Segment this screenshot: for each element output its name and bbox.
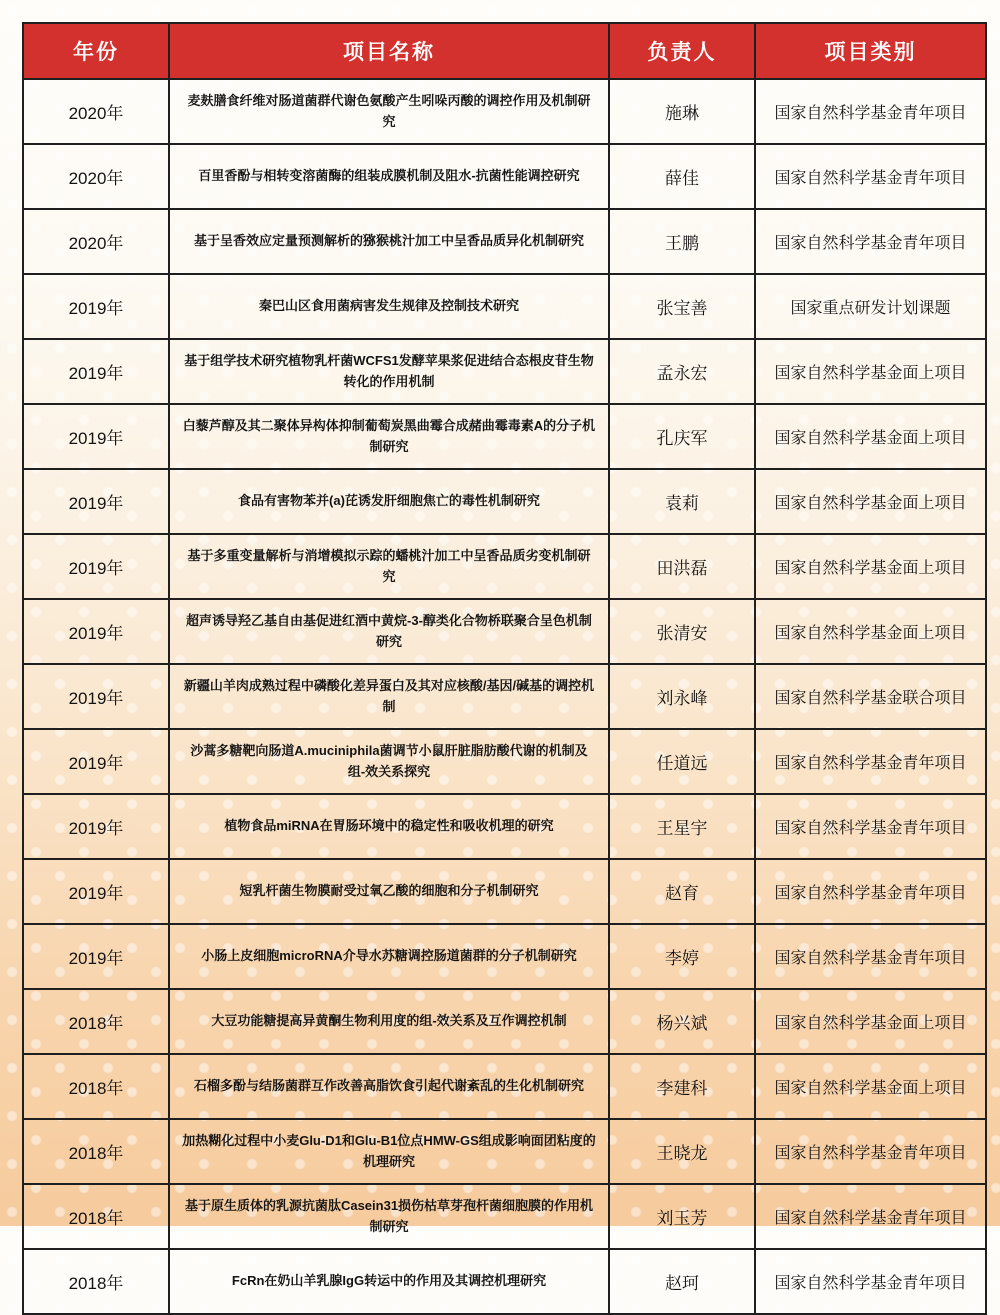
table-row: [23, 794, 986, 859]
category-cell: 国家自然科学基金面上项目: [755, 989, 986, 1054]
leader-cell: 李婷: [609, 924, 755, 989]
year-cell: 2019年: [23, 664, 169, 729]
leader-cell: 刘玉芳: [609, 1184, 755, 1249]
project-title-cell: 植物食品miRNA在胃肠环境中的稳定性和吸收机理的研究: [169, 794, 609, 859]
category-cell: 国家自然科学基金青年项目: [755, 1249, 986, 1314]
table-row: [23, 1249, 986, 1314]
project-title-cell: 石榴多酚与结肠菌群互作改善高脂饮食引起代谢紊乱的生化机制研究: [169, 1054, 609, 1119]
header-leader: 负责人: [609, 23, 755, 79]
leader-cell: 施琳: [609, 79, 755, 144]
table-row: [23, 729, 986, 794]
table-header-row: [23, 23, 986, 79]
leader-cell: 李建科: [609, 1054, 755, 1119]
table-row: [23, 989, 986, 1054]
table-row: [23, 859, 986, 924]
leader-cell: 刘永峰: [609, 664, 755, 729]
category-cell: 国家自然科学基金面上项目: [755, 339, 986, 404]
project-title-cell: 沙蒿多糖靶向肠道A.muciniphila菌调节小鼠肝脏脂肪酸代谢的机制及组-效关系探究: [169, 729, 609, 794]
table-row: [23, 599, 986, 664]
table-row: [23, 534, 986, 599]
category-cell: 国家自然科学基金面上项目: [755, 534, 986, 599]
project-title-cell: 基于多重变量解析与消增模拟示踪的蟠桃汁加工中呈香品质劣变机制研究: [169, 534, 609, 599]
table-header: [23, 23, 986, 79]
table-row: [23, 924, 986, 989]
table-row: [23, 79, 986, 144]
project-title-cell: 基于呈香效应定量预测解析的猕猴桃汁加工中呈香品质异化机制研究: [169, 209, 609, 274]
category-cell: 国家自然科学基金青年项目: [755, 144, 986, 209]
leader-cell: 张宝善: [609, 274, 755, 339]
category-cell: 国家自然科学基金青年项目: [755, 1119, 986, 1184]
table-row: [23, 469, 986, 534]
year-cell: 2019年: [23, 404, 169, 469]
table-row: [23, 144, 986, 209]
year-cell: 2019年: [23, 794, 169, 859]
year-cell: 2019年: [23, 469, 169, 534]
project-title-cell: 百里香酚与相转变溶菌酶的组装成膜机制及阻水-抗菌性能调控研究: [169, 144, 609, 209]
header-year: 年份: [23, 23, 169, 79]
project-title-cell: 加热糊化过程中小麦Glu-D1和Glu-B1位点HMW-GS组成影响面团粘度的机理研究: [169, 1119, 609, 1184]
leader-cell: 任道远: [609, 729, 755, 794]
project-title-cell: 麦麸膳食纤维对肠道菌群代谢色氨酸产生吲哚丙酸的调控作用及机制研究: [169, 79, 609, 144]
header-category: 项目类别: [755, 23, 986, 79]
category-cell: 国家自然科学基金青年项目: [755, 924, 986, 989]
project-title-cell: 秦巴山区食用菌病害发生规律及控制技术研究: [169, 274, 609, 339]
year-cell: 2018年: [23, 1054, 169, 1119]
leader-cell: 袁莉: [609, 469, 755, 534]
category-cell: 国家自然科学基金青年项目: [755, 859, 986, 924]
category-cell: 国家自然科学基金面上项目: [755, 1054, 986, 1119]
year-cell: 2019年: [23, 859, 169, 924]
year-cell: 2019年: [23, 534, 169, 599]
category-cell: 国家自然科学基金面上项目: [755, 599, 986, 664]
header-project-title: 项目名称: [169, 23, 609, 79]
leader-cell: 孟永宏: [609, 339, 755, 404]
leader-cell: 孔庆军: [609, 404, 755, 469]
category-cell: 国家自然科学基金青年项目: [755, 209, 986, 274]
leader-cell: 田洪磊: [609, 534, 755, 599]
project-title-cell: 白藜芦醇及其二聚体异构体抑制葡萄炭黑曲霉合成赭曲霉毒素A的分子机制研究: [169, 404, 609, 469]
project-title-cell: FcRn在奶山羊乳腺IgG转运中的作用及其调控机理研究: [169, 1249, 609, 1314]
leader-cell: 王晓龙: [609, 1119, 755, 1184]
table-row: [23, 209, 986, 274]
year-cell: 2019年: [23, 339, 169, 404]
year-cell: 2020年: [23, 79, 169, 144]
year-cell: 2018年: [23, 1249, 169, 1314]
year-cell: 2019年: [23, 274, 169, 339]
year-cell: 2019年: [23, 729, 169, 794]
leader-cell: 王鹏: [609, 209, 755, 274]
project-title-cell: 食品有害物苯并(a)芘诱发肝细胞焦亡的毒性机制研究: [169, 469, 609, 534]
year-cell: 2018年: [23, 989, 169, 1054]
table-row: [23, 274, 986, 339]
project-title-cell: 基于组学技术研究植物乳杆菌WCFS1发酵苹果浆促进结合态根皮苷生物转化的作用机制: [169, 339, 609, 404]
year-cell: 2019年: [23, 599, 169, 664]
leader-cell: 王星宇: [609, 794, 755, 859]
project-title-cell: 大豆功能糖提高异黄酮生物利用度的组-效关系及互作调控机制: [169, 989, 609, 1054]
category-cell: 国家自然科学基金青年项目: [755, 794, 986, 859]
category-cell: 国家自然科学基金面上项目: [755, 404, 986, 469]
category-cell: 国家自然科学基金青年项目: [755, 79, 986, 144]
table-row: [23, 404, 986, 469]
category-cell: 国家自然科学基金联合项目: [755, 664, 986, 729]
category-cell: 国家重点研发计划课题: [755, 274, 986, 339]
category-cell: 国家自然科学基金青年项目: [755, 729, 986, 794]
year-cell: 2020年: [23, 209, 169, 274]
table-row: [23, 1119, 986, 1184]
project-title-cell: 短乳杆菌生物膜耐受过氧乙酸的细胞和分子机制研究: [169, 859, 609, 924]
project-title-cell: 新疆山羊肉成熟过程中磷酸化差异蛋白及其对应核酸/基因/碱基的调控机制: [169, 664, 609, 729]
table-row: [23, 664, 986, 729]
year-cell: 2020年: [23, 144, 169, 209]
table-row: [23, 339, 986, 404]
projects-table: [22, 22, 987, 1315]
leader-cell: 薛佳: [609, 144, 755, 209]
year-cell: 2019年: [23, 924, 169, 989]
leader-cell: 张清安: [609, 599, 755, 664]
project-title-cell: 基于原生质体的乳源抗菌肽Casein31损伤枯草芽孢杆菌细胞膜的作用机制研究: [169, 1184, 609, 1249]
year-cell: 2018年: [23, 1184, 169, 1249]
leader-cell: 赵育: [609, 859, 755, 924]
table-row: [23, 1184, 986, 1249]
category-cell: 国家自然科学基金面上项目: [755, 469, 986, 534]
leader-cell: 杨兴斌: [609, 989, 755, 1054]
table-body: [23, 79, 986, 1314]
year-cell: 2018年: [23, 1119, 169, 1184]
category-cell: 国家自然科学基金青年项目: [755, 1184, 986, 1249]
table-row: [23, 1054, 986, 1119]
project-title-cell: 超声诱导羟乙基自由基促进红酒中黄烷-3-醇类化合物桥联聚合呈色机制研究: [169, 599, 609, 664]
project-title-cell: 小肠上皮细胞microRNA介导水苏糖调控肠道菌群的分子机制研究: [169, 924, 609, 989]
leader-cell: 赵珂: [609, 1249, 755, 1314]
